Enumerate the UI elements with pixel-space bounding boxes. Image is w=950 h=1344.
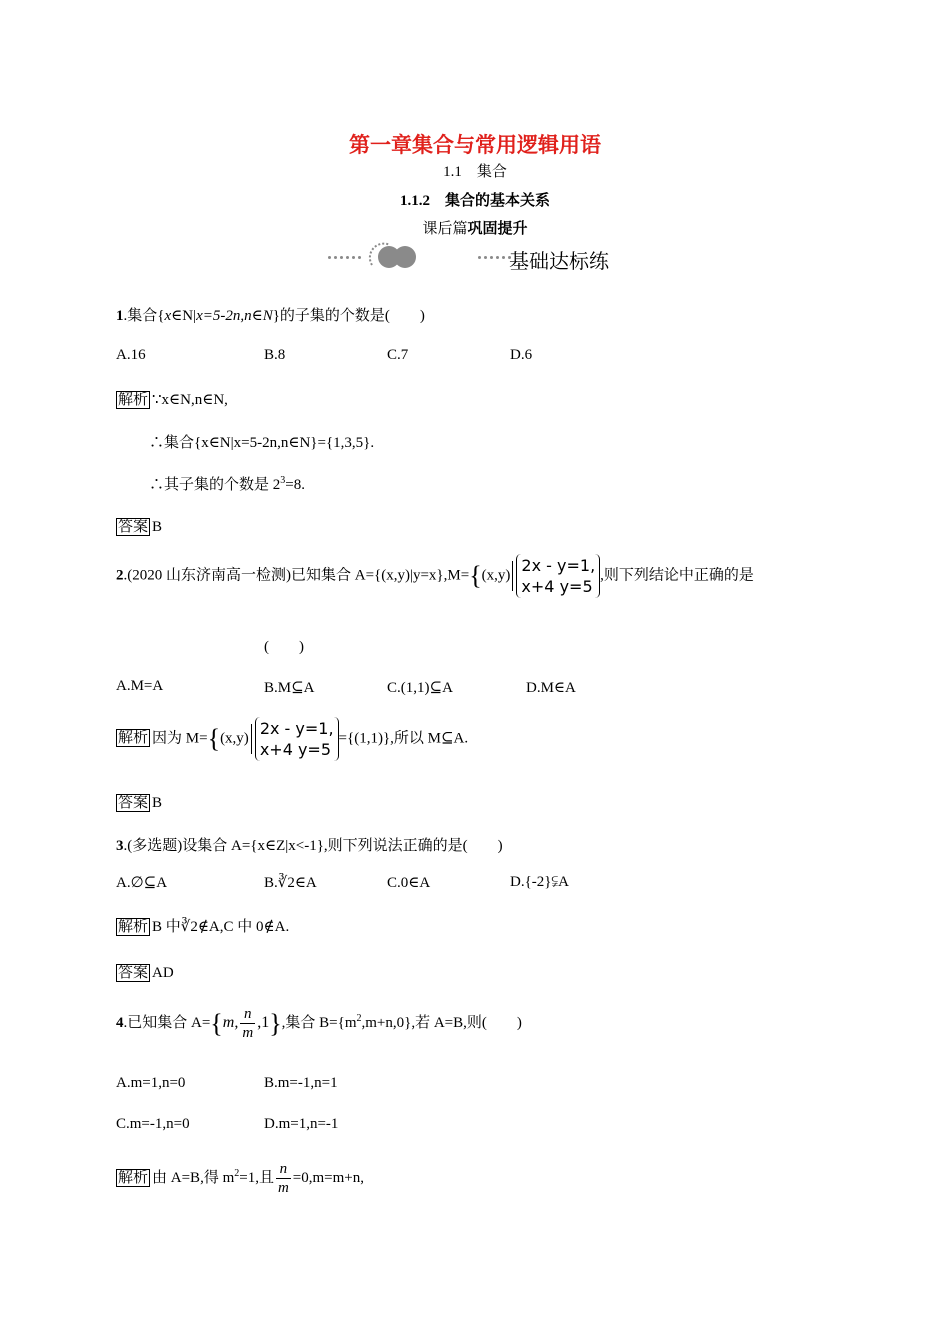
q1-answer: 答案 B [118, 519, 163, 535]
left-dots [328, 256, 364, 260]
q4-stem: 4.已知集合 A={m, $\frac{n}{m}$ ,1},集合 $B=\{m^2,m+n,0\}$,若 A=B,则( ) [116, 1006, 522, 1041]
q3-option-c: C.0∈A [387, 875, 431, 891]
q4-analysis: 解析 由 A=B,得 $m^2=1$,且 $\frac{n}{m}$ =0,m=m+n, [118, 1161, 365, 1196]
q2-answer: 答案 B [118, 795, 163, 811]
q4-option-a: A.m=1,n=0 [116, 1075, 186, 1091]
section-title: 1.1 集合 [443, 164, 507, 180]
q2-option-a: A.M=A [116, 678, 164, 694]
q3-answer: 答案 AD [118, 965, 174, 981]
q1-analysis-line3: ∴其子集的个数是 $2^3=8$. [149, 475, 305, 493]
q1-analysis-line1: 解析 ∵x∈N,n∈N, [118, 392, 228, 408]
analysis-tag: 解析 [118, 730, 149, 747]
q3-analysis: 解析 B 中∛2∉A,C 中 0∉A. [118, 919, 290, 935]
q2-paren: ( ) [264, 639, 304, 655]
q2-equation-system: 2x - y=1, x+4 y=5 [516, 554, 600, 598]
q2-stem: 2.(2020 山东济南高一检测)已知集合 A={(x,y)|y=x},M={(x,y) 2x - y=1, x+4 y=5 ,则下列结论中正确的是 [116, 556, 754, 596]
q3-option-b: B.∛2∈A [264, 875, 317, 891]
q1-option-a: A.16 [116, 347, 146, 363]
q1-analysis-line2: ∴集合{x∈N|x=5-2n,n∈N}={1,3,5}. [149, 435, 375, 451]
analysis-tag: 解析 [118, 392, 149, 408]
subsection-title: 1.1.2 集合的基本关系 [399, 193, 550, 209]
practice-label: 课后篇巩固提升 [422, 221, 528, 237]
q4-analysis-fraction: $\frac{n}{m}$ [277, 1161, 289, 1196]
q2-option-b: B.M⊆A [264, 680, 315, 696]
analysis-tag: 解析 [118, 1169, 149, 1186]
q2-option-d: D.M∈A [526, 680, 576, 696]
q2-analysis: 解析 因为 M={(x,y) 2x - y=1, x+4 y=5 ={(1,1)},所以 M⊆A. [118, 719, 469, 759]
q4-option-b: B.m=-1,n=1 [264, 1075, 338, 1091]
q1-option-c: C.7 [387, 347, 409, 363]
q3-option-a: A.∅⊆A [116, 875, 168, 891]
q4-fraction: $\frac{n}{m}$ [242, 1006, 254, 1041]
q3-stem: 3.(多选题)设集合 A={x∈Z|x<-1},则下列说法正确的是( ) [116, 838, 503, 854]
answer-tag: 答案 [118, 519, 149, 535]
q4-option-c: C.m=-1,n=0 [116, 1116, 190, 1132]
analysis-tag: 解析 [118, 919, 149, 935]
q1-option-d: D.6 [510, 347, 533, 363]
answer-tag: 答案 [118, 965, 149, 981]
q1-stem: 1.集合{x∈N|x=5-2n,n∈N}的子集的个数是( ) [116, 308, 425, 324]
chapter-title: 第一章集合与常用逻辑用语 [349, 133, 601, 157]
section-heading: 基础达标练 [509, 251, 609, 273]
q4-option-d: D.m=1,n=-1 [264, 1116, 339, 1132]
q3-option-d: D.{-2}⫋A [510, 874, 569, 890]
q1-option-b: B.8 [264, 347, 286, 363]
answer-tag: 答案 [118, 795, 149, 811]
double-circle-icon [366, 239, 420, 271]
q2-option-c: C.(1,1)⊆A [387, 680, 453, 696]
q2-analysis-equation-system: 2x - y=1, x+4 y=5 [255, 717, 339, 761]
